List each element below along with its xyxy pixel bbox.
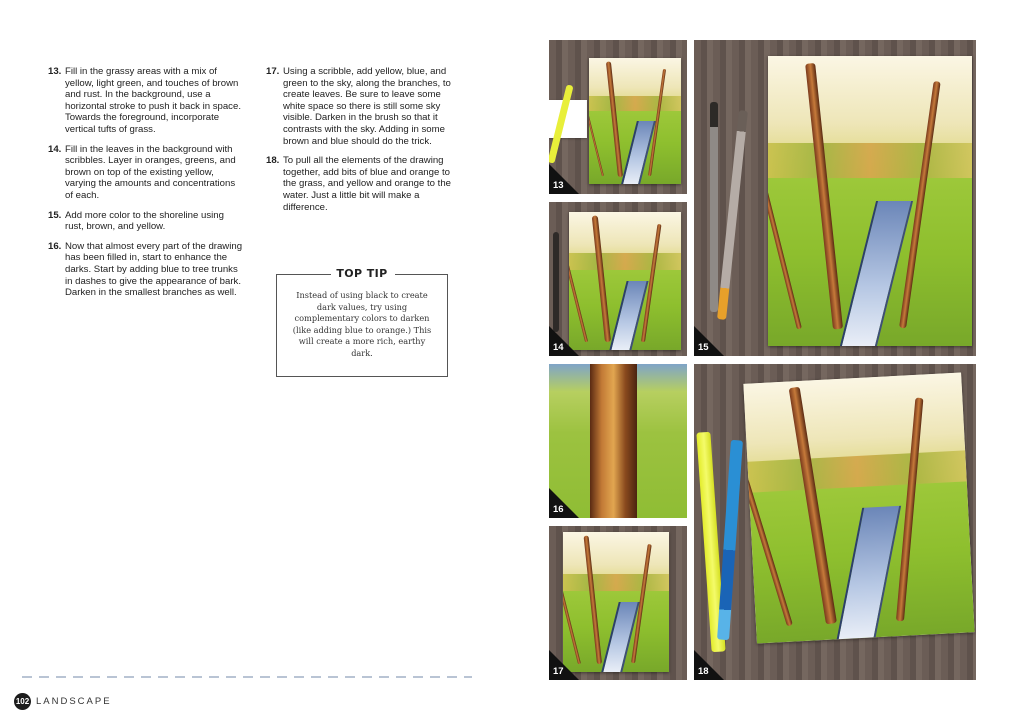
step-18 xyxy=(266,155,454,213)
step-photo-16 xyxy=(549,364,687,518)
photo-label: 18 xyxy=(698,666,709,677)
step-17 xyxy=(266,66,454,147)
step-15 xyxy=(48,210,243,233)
section-label: LANDSCAPE xyxy=(36,696,112,707)
step-number: 14. xyxy=(48,143,62,155)
top-tip-box xyxy=(276,267,448,377)
pen xyxy=(553,232,559,332)
instructions-column-right xyxy=(266,66,454,221)
step-text: Using a scribble, add yellow, blue, and green to the sky, along the branches, to create leaves. Be sure to leave some white space so there is still some sky visible. Darken in the brush so that it contrasts with the sky. Adding in some brown and blue should do the trick. xyxy=(283,66,451,147)
step-photo-17 xyxy=(549,526,687,680)
step-photo-13 xyxy=(549,40,687,194)
step-text: To pull all the elements of the drawing together, add bits of blue and orange to the grass, and yellow and orange to the water. Just a little bit will make a difference. xyxy=(283,155,452,213)
drawing-artwork xyxy=(743,372,974,643)
drawing-artwork xyxy=(768,56,972,346)
gel-pen xyxy=(717,440,743,640)
photo-label: 13 xyxy=(553,180,564,191)
step-number: 13. xyxy=(48,66,62,77)
page-folio xyxy=(14,693,112,710)
instructions-column-left xyxy=(48,66,243,307)
photo-label: 14 xyxy=(553,342,564,353)
step-text: Now that almost every part of the drawing has been filled in, start to enhance the darks. Start by adding blue to tree trunks in dashes to give the appearance of bark. Darken in the smallest branches as well. xyxy=(65,240,243,299)
footer-dashed-rule xyxy=(22,676,472,678)
photo-label: 16 xyxy=(553,504,564,515)
top-tip-title: TOP TIP xyxy=(336,267,388,280)
page-number: 102 xyxy=(14,693,31,710)
step-text: Fill in the leaves in the background with scribbles. Layer in oranges, greens, and brown on top of the existing yellow, varying the amounts and concentrations of each. xyxy=(65,143,236,201)
step-text: Add more color to the shoreline using rust, brown, and yellow. xyxy=(65,209,224,233)
step-photo-14 xyxy=(549,202,687,356)
step-number: 16. xyxy=(48,240,62,252)
pen xyxy=(717,110,748,320)
step-number: 17. xyxy=(266,66,280,77)
photo-label: 15 xyxy=(698,342,709,353)
step-text: Fill in the grassy areas with a mix of yellow, light green, and touches of brown and rust. In the background, use a horizontal stroke to push it back in space. Towards the foreground, incorporate vertical tufts of grass. xyxy=(65,66,241,135)
step-13 xyxy=(48,66,243,136)
drawing-artwork xyxy=(589,58,681,184)
step-number: 18. xyxy=(266,155,280,167)
step-photo-15 xyxy=(694,40,976,356)
drawing-artwork xyxy=(569,212,681,350)
step-number: 15. xyxy=(48,209,62,221)
step-photo-18 xyxy=(694,364,976,680)
step-14 xyxy=(48,144,243,202)
step-16 xyxy=(48,241,243,299)
top-tip-body: Instead of using black to create dark values, try using complementary colors to darken (like adding blue to orange.) This will create a more rich, earthy dark. xyxy=(292,290,432,358)
pen xyxy=(710,102,718,312)
photo-label: 17 xyxy=(553,666,564,677)
